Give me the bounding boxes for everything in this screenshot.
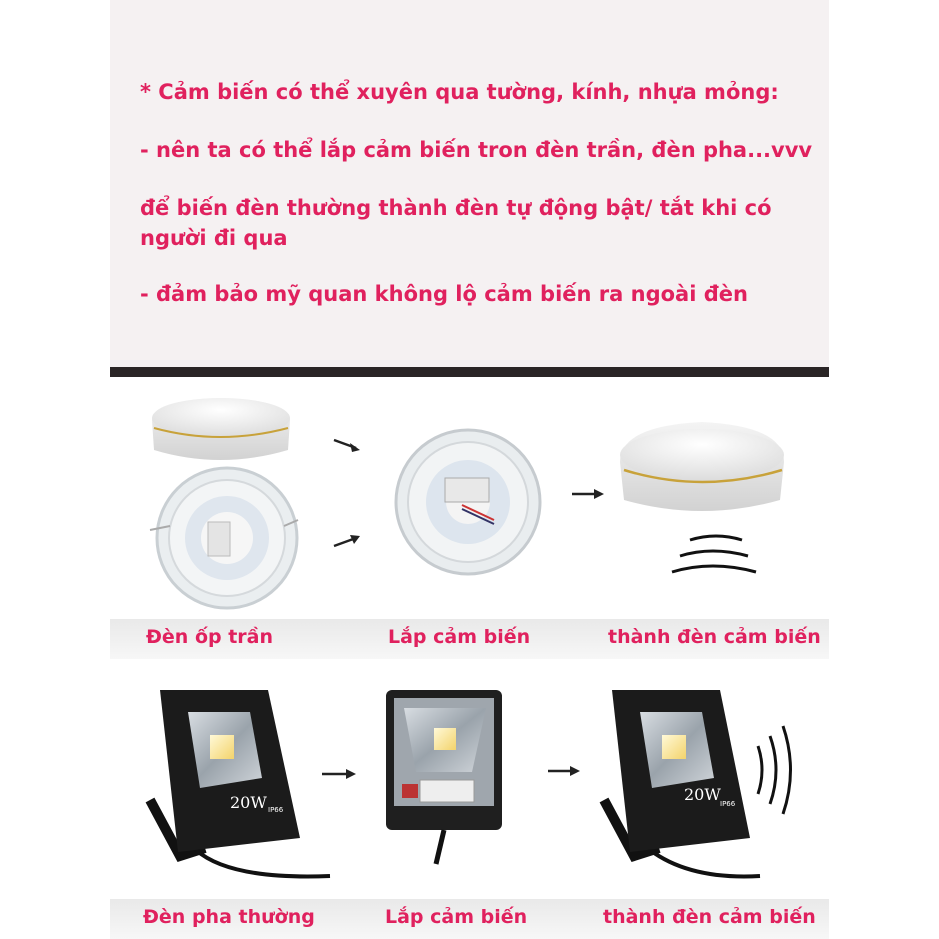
- ceiling-lamp-open: [150, 468, 298, 608]
- ip-label-2: IP66: [720, 800, 736, 808]
- arrow-icon-3: [572, 489, 604, 499]
- caption-sensor-lamp-1: thành đèn cảm biến: [608, 626, 821, 648]
- info-line-3b: người đi qua: [140, 226, 288, 250]
- motion-wave-icon-1: [672, 536, 756, 572]
- caption-sensor-lamp-2: thành đèn cảm biến: [603, 906, 816, 928]
- floodlight-opened: [386, 690, 502, 864]
- motion-wave-icon-2: [758, 726, 791, 814]
- wattage-label-1: 20W: [230, 793, 267, 812]
- info-line-1: * Cảm biến có thể xuyên qua tường, kính, nhựa mỏng:: [140, 80, 779, 104]
- caption-install-sensor-2: Lắp cảm biến: [385, 906, 528, 928]
- wattage-label-2: 20W: [684, 785, 721, 804]
- arrow-icon-4: [322, 769, 356, 779]
- floodlight-sensor-result: [604, 690, 760, 876]
- caption-ceiling-lamp: Đèn ốp trần: [146, 626, 274, 648]
- caption-floodlight: Đèn pha thường: [143, 906, 315, 928]
- ceiling-lamp-sensor-result: [620, 422, 784, 511]
- floodlight-regular: [150, 690, 330, 876]
- arrow-icon-5: [548, 766, 580, 776]
- caption-install-sensor-1: Lắp cảm biến: [388, 626, 531, 648]
- info-line-4: - đảm bảo mỹ quan không lộ cảm biến ra ngoài đèn: [140, 282, 748, 306]
- info-line-3a: để biến đèn thường thành đèn tự động bật/ tắt khi có: [140, 196, 772, 220]
- info-line-2: - nên ta có thể lắp cảm biến tron đèn trần, đèn pha...vvv: [140, 138, 813, 162]
- arrow-icon-1: [334, 440, 360, 452]
- ceiling-lamp-closed: [152, 398, 290, 460]
- arrow-icon-2: [334, 535, 360, 546]
- ip-label-1: IP66: [268, 806, 284, 814]
- ceiling-lamp-with-sensor: [396, 430, 540, 574]
